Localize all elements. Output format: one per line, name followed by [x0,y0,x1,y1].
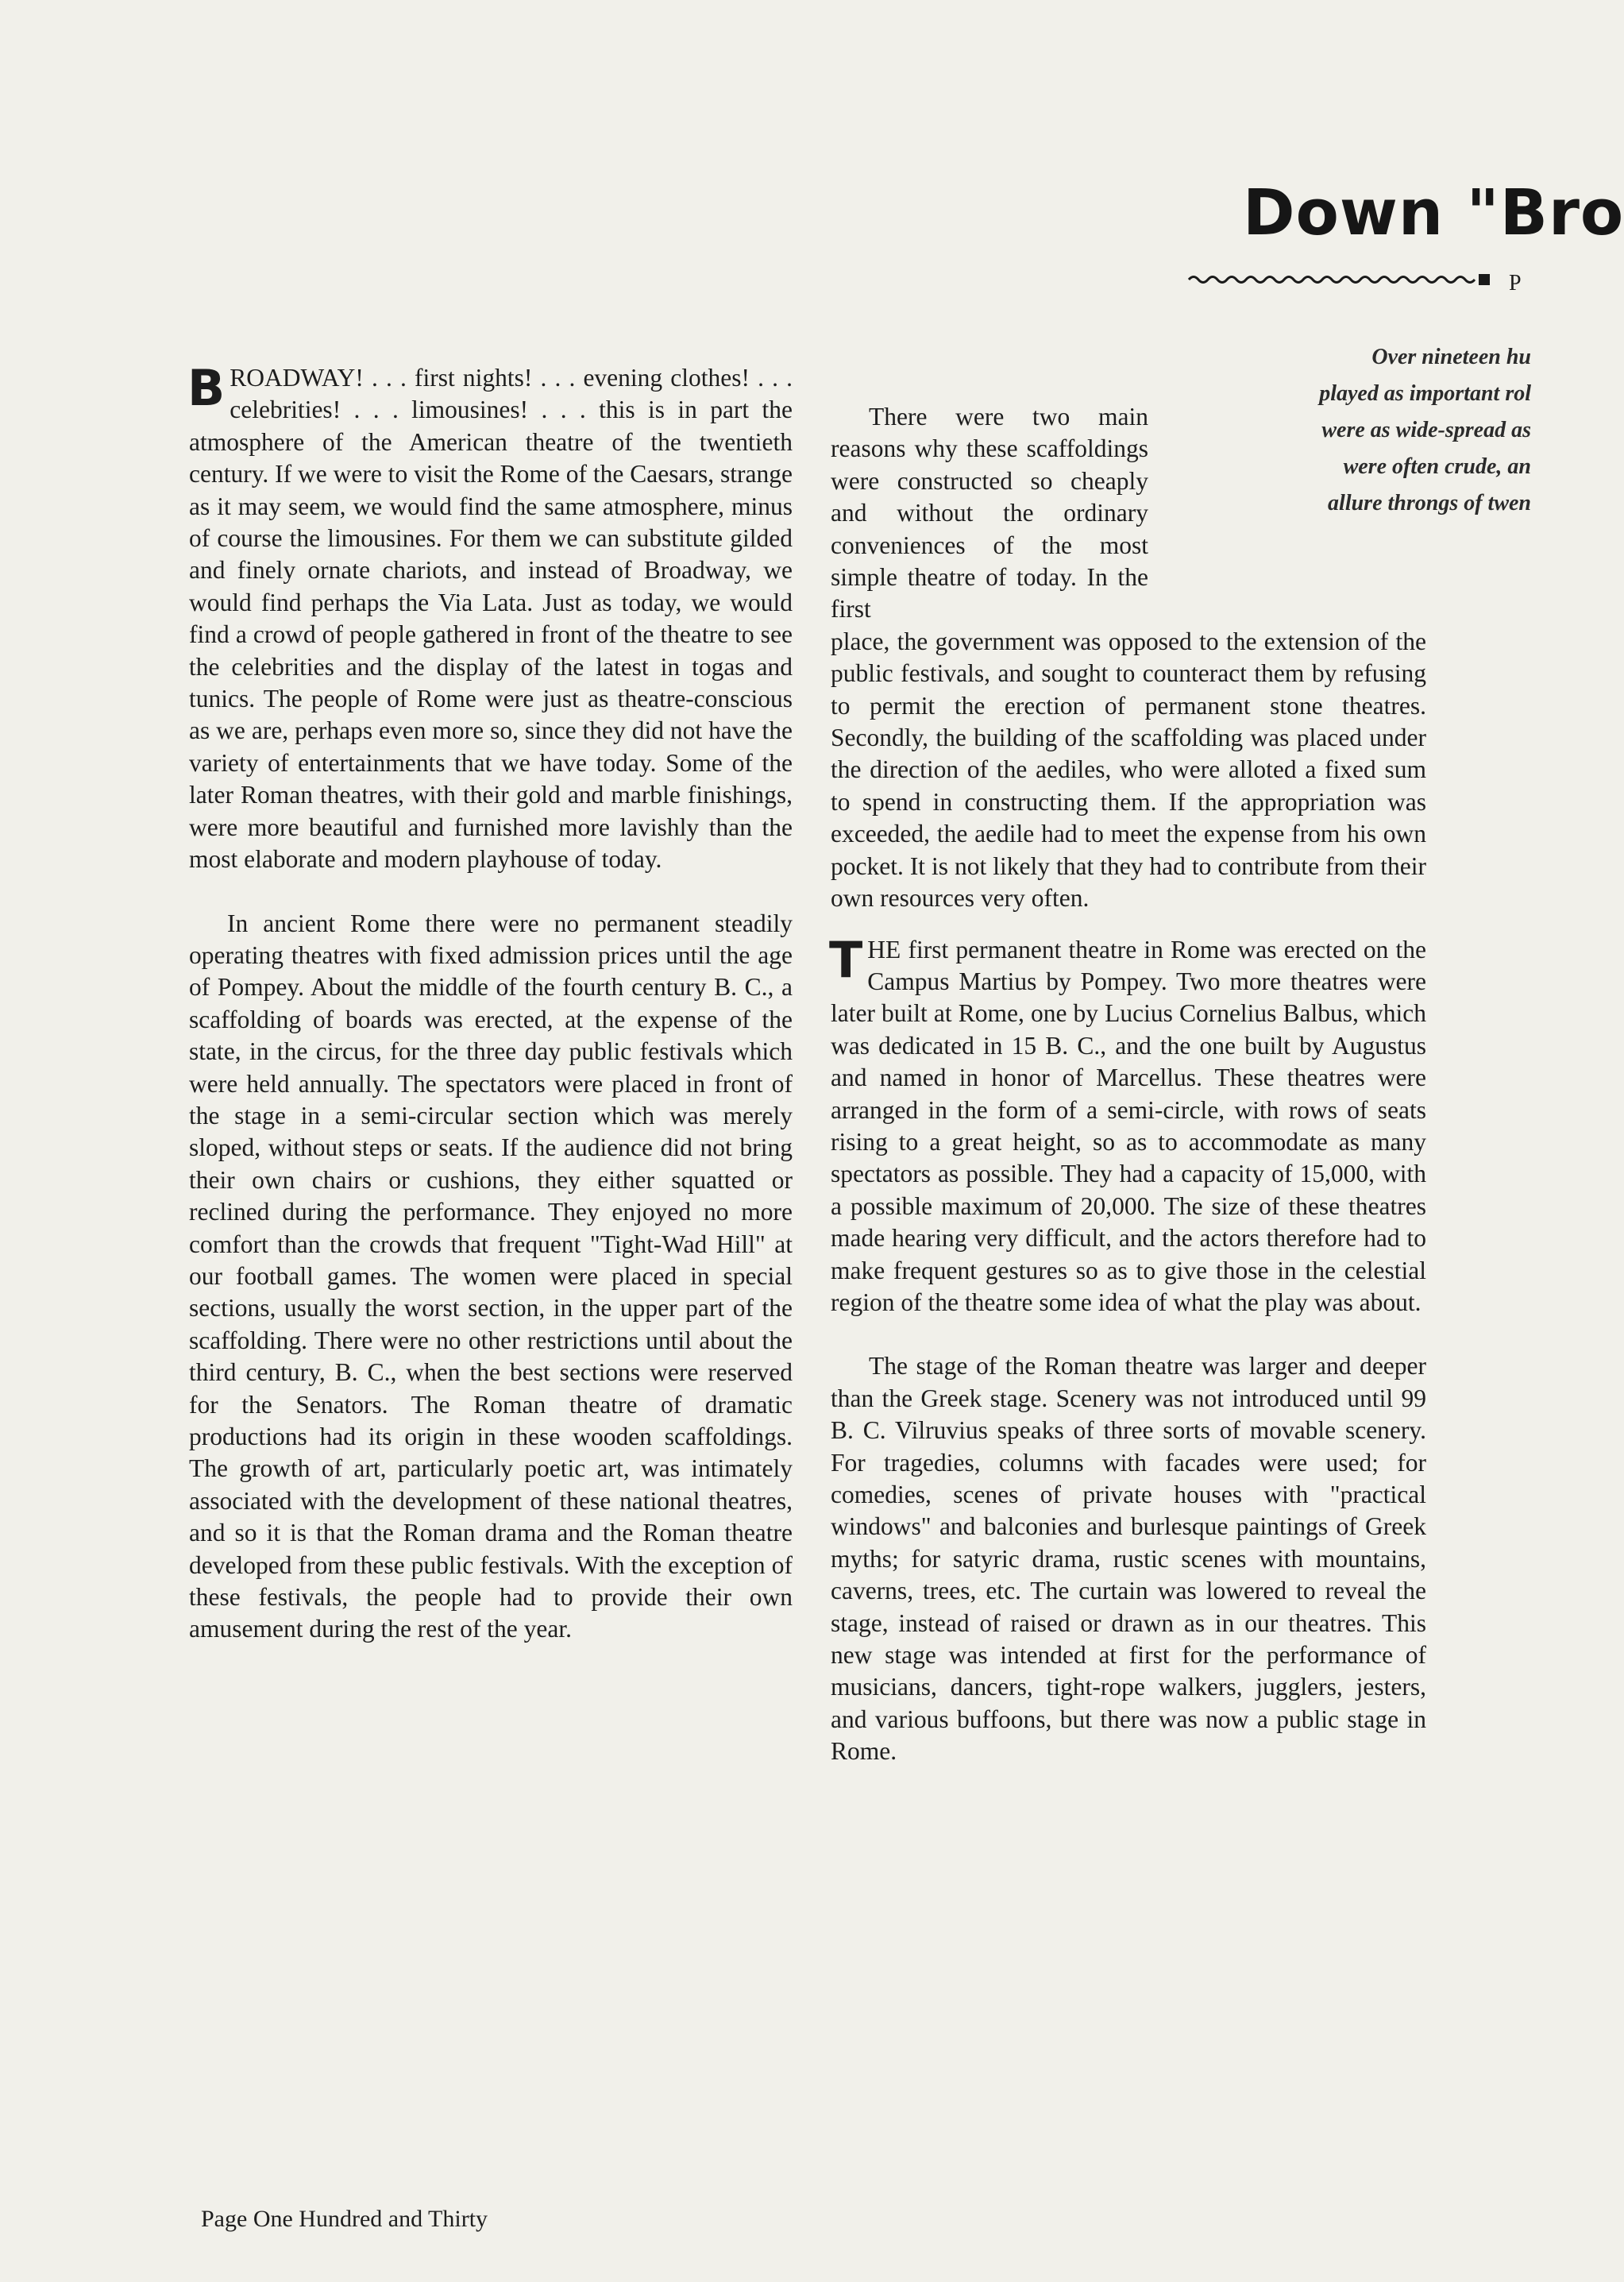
article-title: Down "Bro [1243,176,1624,249]
intro-paragraph [187,359,793,876]
stage-paragraph: The stage of the Roman theatre was larger and deeper than the Greek stage. Scenery was not introduced until 99 B. C. Vilruvius speaks of three sorts of movable scenery. For tragedies, columns with facades were used; for comedies, scenes of private houses with "practical windows" and balconies and burlesque paintings of Greek myths; for satyric drama, rustic scenes with mountains, caverns, trees, etc. The curtain was lowered to reveal the stage, instead of raised or drawn as in our theatres. This new stage was intended at first for the performance of musicians, dancers, tight-rope walkers, jugglers, jesters, and various buffoons, but there was now a public stage in Rome. [831,1352,1426,1766]
subtitle-line: Over nineteen hu [1371,345,1531,369]
scaffolding-paragraph-continued: place, the government was opposed to the extension of the public festivals, and sought to counteract them by refusing to permit the erection of permanent stone theatres. Secondly, the building of the scaffolding was placed under the direction of the aediles, who were alloted a fixed sum to spend in constructing them. If the appropriation was exceeded, the aedile had to meet the expense from his own pocket. It is not likely that they had to contribute from their own resources very often. [831,627,1426,913]
subtitle-line: were as wide-spread as [1321,418,1531,442]
intro-paragraph-text: ROADWAY! . . . first nights! . . . evening clothes! . . . celebrities! . . . limousines! . . . this is in part the atmosphere of the American theatre of the twentieth century. If we were to visit the Rome of the Caesars, strange as it may seem, we would find the same atmosphere, minus of course the limousines. For them we can substitute gilded and finely ornate chariots, and instead of Broadway, we would find perhaps the Via Lata. Just as today, we would find a crowd of people gathered in front of the theatre to see the celebrities and the display of the latest in togas and tunics. The people of Rome were just as theatre-conscious as we are, perhaps even more so, since they did not have the variety of entertainments that we have today. Some of the later Roman theatres, with their gold and marble finishings, were more beautiful and furnished more lavishly than the most elaborate and modern playhouse of today. [189,364,793,874]
byline-fragment: P [1509,271,1524,295]
permanent-theatre-text: HE first permanent theatre in Rome was erected on the Campus Martius by Pompey. Two more theatres were later built at Rome, one by Lucius Cornelius Balbus, which was dedicated in 15 B. C., and the one built by Augustus and named in honor of Marcellus. These theatres were arranged in the form of a semi-circle, with rows of seats rising to a great height, so as to accommodate as many spectators as possible. They had a capacity of 15,000, with a possible maximum of 20,000. The size of these theatres made hearing very difficult, and the actors therefore had to make frequent gestures so as to give those in the celestial region of the theatre some idea of what the play was about. [831,935,1426,1316]
page-number: Page One Hundred and Thirty [201,2206,488,2232]
subtitle-line: played as important rol [1319,381,1531,406]
drop-cap-t: T [829,930,863,989]
drop-cap-b: B [187,359,226,417]
scaffolding-paragraph-start: There were two main reasons why these scaffoldings were constructed so cheaply and without the ordinary conveniences of the most simple theatre of today. In the first [831,403,1148,624]
subtitle-line: allure throngs of twen [1328,491,1531,515]
subtitle-line: were often crude, an [1343,454,1531,479]
left-column [187,359,793,1646]
permanent-theatre-paragraph [829,930,1426,1319]
decorative-wavy-rule [1189,272,1491,288]
history-paragraph: In ancient Rome there were no permanent steadily operating theatres with fixed admission prices until the age of Pompey. About the middle of the fourth century B. C., a scaffolding of boards was erected, at the expense of the state, in the circus, for the three day public festivals which were held annually. The spectators were placed in front of the stage in a semi-circular section which was merely sloped, without steps or seats. If the audience did not bring their own chairs or cushions, they either squatted or reclined during the performance. They enjoyed no more comfort than the crowds that frequent "Tight-Wad Hill" at our football games. The women were placed in special sections, usually the worst section, in the upper part of the scaffolding. There were no other restrictions until about the third century, B. C., when the best sections were reserved for the Senators. The Roman theatre of dramatic productions had its origin in these wooden scaffoldings. The growth of art, particularly poetic art, was intimately associated with the development of these national theatres, and so it is that the Roman drama and the Roman theatre developed from these public festivals. With the exception of these festivals, the people had to provide their own amusement during the rest of the year. [189,909,793,1643]
right-column [831,401,1426,1768]
